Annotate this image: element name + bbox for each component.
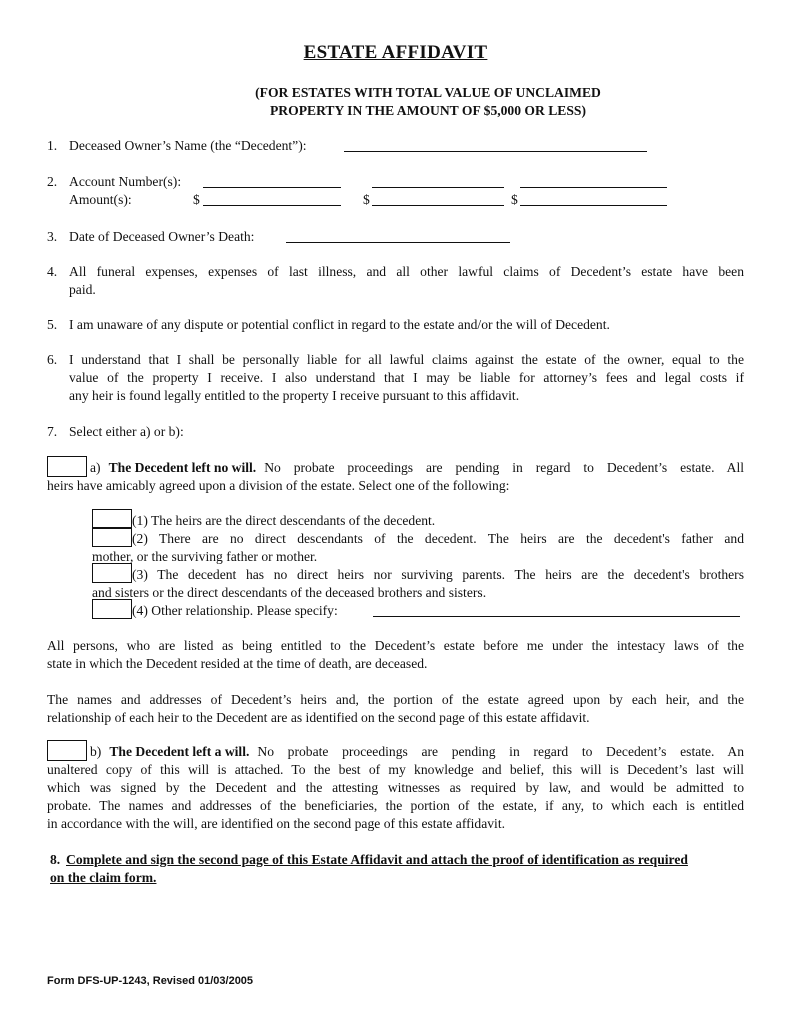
account-number-field-1[interactable]	[203, 175, 341, 188]
sub-option-3-text-line-1: (3) The decedent has no direct heirs nor surviving parents. The heirs are the decedent's brothers	[132, 567, 744, 582]
amount-field-3[interactable]	[520, 193, 667, 206]
item-2-number: 2.	[47, 174, 58, 189]
item-6-text-line-2: value of the property I receive. I also understand that I may be liable for attorney’s fees and legal costs if	[69, 370, 744, 385]
option-a-checkbox[interactable]	[47, 456, 87, 477]
option-b-line-3: which was signed by the Decedent and the attesting witnesses as required by law, and would be admitted to	[47, 780, 744, 795]
amount-field-2[interactable]	[372, 193, 504, 206]
item-1-number: 1.	[47, 138, 58, 153]
option-b-line-1	[90, 743, 744, 760]
option-a-line-1-rest: No probate proceedings are pending in regard to Decedent’s estate. All	[264, 460, 744, 475]
account-number-field-2[interactable]	[372, 175, 504, 188]
item-6-text-line-3: any heir is found legally entitled to the property I receive pursuant to this affidavit.	[69, 388, 520, 403]
subtitle-line-2: PROPERTY IN THE AMOUNT OF $5,000 OR LESS)	[270, 103, 586, 118]
account-numbers-label: Account Number(s):	[69, 174, 182, 189]
sub-option-2-text-line-1: (2) There are no direct descendants of the decedent. The heirs are the decedent's father and	[132, 531, 744, 546]
subtitle-line-1: (FOR ESTATES WITH TOTAL VALUE OF UNCLAIMED	[255, 85, 601, 100]
persons-paragraph-line-2: state in which the Decedent resided at the time of death, are deceased.	[47, 656, 428, 671]
option-a-line-1	[90, 459, 744, 476]
item-8-text-line-1: Complete and sign the second page of this Estate Affidavit and attach the proof of identification as required	[66, 852, 688, 867]
item-7-text: Select either a) or b):	[69, 424, 184, 439]
item-8-text-line-2: on the claim form.	[50, 870, 157, 885]
form-footer: Form DFS-UP-1243, Revised 01/03/2005	[47, 975, 254, 987]
decedent-name-field[interactable]	[344, 139, 647, 152]
option-a-line-2: heirs have amicably agreed upon a division of the estate. Select one of the following:	[47, 478, 510, 493]
item-1-label: Deceased Owner’s Name (the “Decedent”):	[69, 138, 307, 153]
option-a-prefix: a)	[90, 460, 101, 475]
sub-option-1-text: (1) The heirs are the direct descendants of the decedent.	[132, 513, 436, 528]
sub-option-1-checkbox[interactable]	[92, 509, 132, 529]
sub-option-4-text: (4) Other relationship. Please specify:	[132, 603, 338, 618]
option-b-prefix: b)	[90, 744, 102, 759]
persons-paragraph-line-1: All persons, who are listed as being entitled to the Decedent’s estate before me under the intestacy laws of the	[47, 638, 744, 653]
page-title: ESTATE AFFIDAVIT	[303, 42, 488, 63]
item-6-number: 6.	[47, 352, 58, 367]
sub-option-2-checkbox[interactable]	[92, 527, 132, 547]
death-date-label: Date of Deceased Owner’s Death:	[69, 229, 255, 244]
option-b-line-1-rest: No probate proceedings are pending in regard to Decedent’s estate. An	[257, 744, 744, 759]
account-number-field-3[interactable]	[520, 175, 667, 188]
names-paragraph-line-2: relationship of each heir to the Decedent are as identified on the second page of this estate affidavit.	[47, 710, 590, 725]
names-paragraph-line-1: The names and addresses of Decedent’s heirs and, the portion of the estate agreed upon by each heir, and the	[47, 692, 744, 707]
dollar-sign-3: $	[511, 192, 518, 207]
option-b-line-2: unaltered copy of this will is attached. To the best of my knowledge and belief, this will is Decedent’s last will	[47, 762, 744, 777]
amount-field-1[interactable]	[203, 193, 341, 206]
option-b-line-5: in accordance with the will, are identified on the second page of this estate affidavit.	[47, 816, 505, 831]
item-5-text: I am unaware of any dispute or potential conflict in regard to the estate and/or the will of Decedent.	[69, 317, 610, 332]
dollar-sign-1: $	[193, 192, 200, 207]
item-6-text-line-1: I understand that I shall be personally liable for all lawful claims against the estate of the owner, equal to the	[69, 352, 744, 367]
item-4-text-line-1: All funeral expenses, expenses of last illness, and all other lawful claims of Decedent’s estate have been	[69, 264, 744, 279]
option-a-heading: The Decedent left no will.	[108, 460, 257, 475]
sub-option-2-text-line-2: mother, or the surviving father or mother.	[92, 549, 318, 564]
item-8-number: 8.	[50, 852, 61, 867]
item-3-number: 3.	[47, 229, 58, 244]
death-date-field[interactable]	[286, 230, 510, 243]
sub-option-3-text-line-2: and sisters or the direct descendants of the deceased brothers and sisters.	[92, 585, 487, 600]
option-b-heading: The Decedent left a will.	[109, 744, 250, 759]
sub-option-4-checkbox[interactable]	[92, 599, 132, 619]
item-4-text-line-2: paid.	[69, 282, 96, 297]
amounts-label: Amount(s):	[69, 192, 132, 207]
item-4-number: 4.	[47, 264, 58, 279]
option-b-checkbox[interactable]	[47, 740, 87, 761]
sub-option-3-checkbox[interactable]	[92, 563, 132, 583]
other-relationship-field[interactable]	[373, 604, 740, 617]
item-5-number: 5.	[47, 317, 58, 332]
item-7-number: 7.	[47, 424, 58, 439]
option-b-line-4: probate. The names and addresses of the beneficiaries, the portion of the estate, if any, to which each is entitled	[47, 798, 744, 813]
dollar-sign-2: $	[363, 192, 370, 207]
